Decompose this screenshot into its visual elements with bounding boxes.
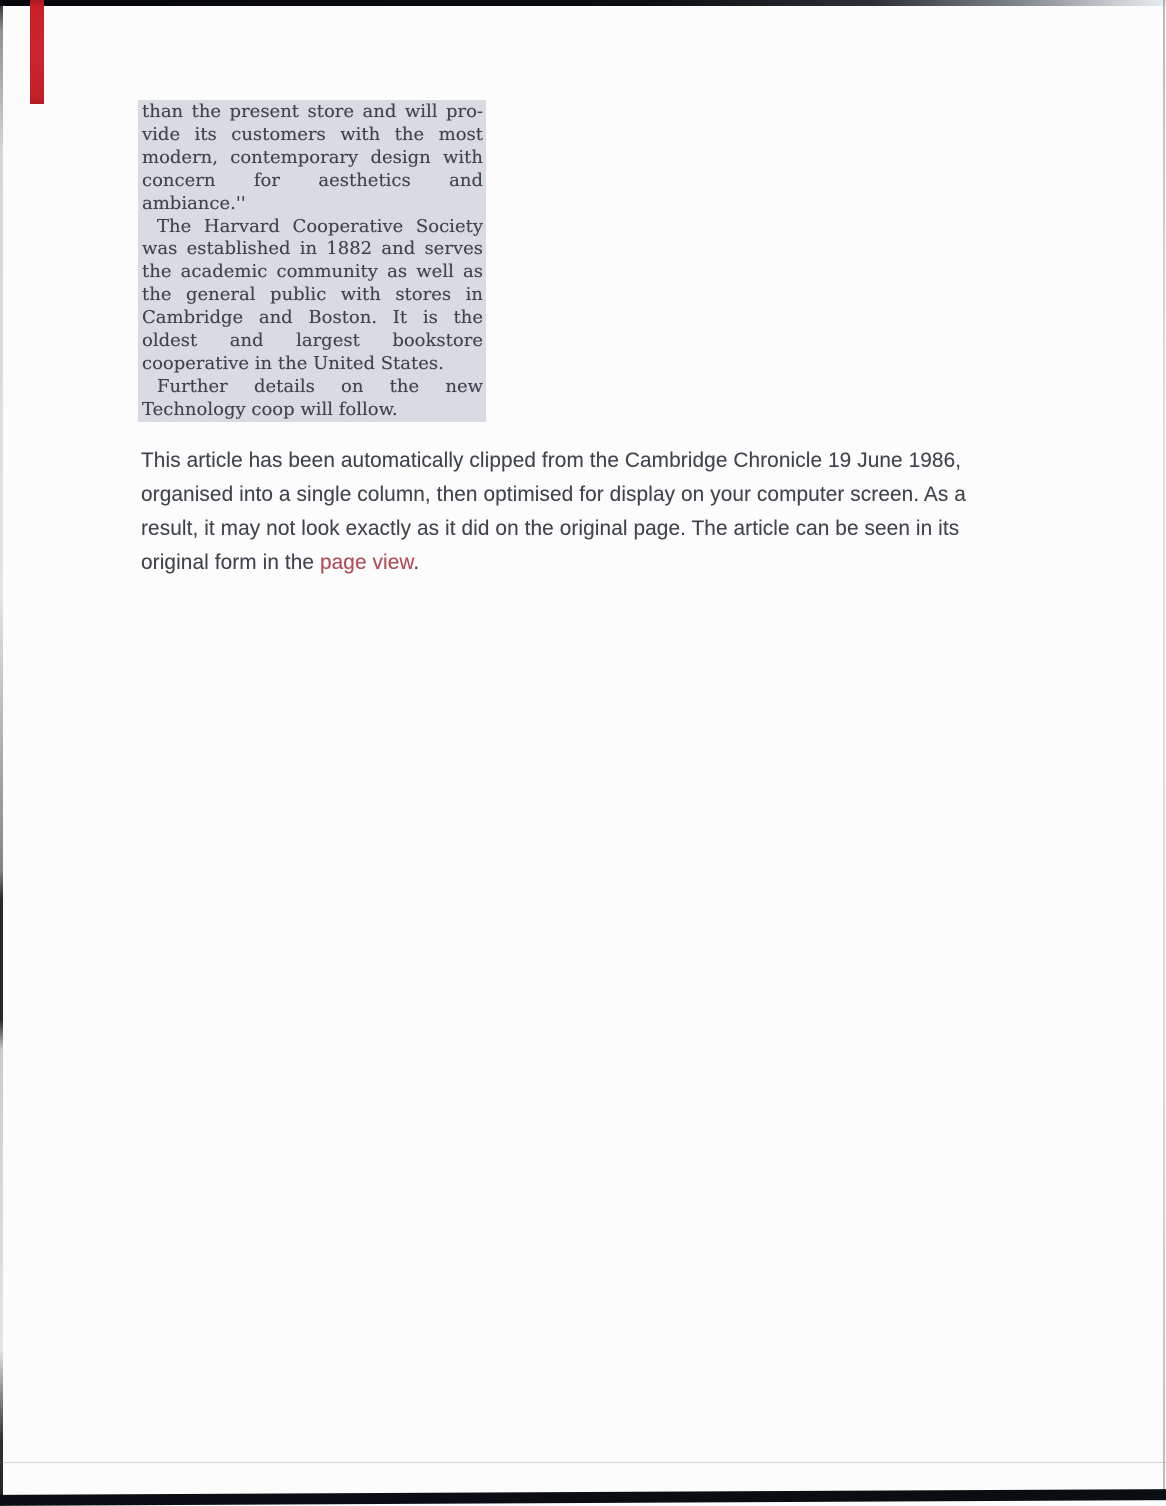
clipping-line: the general public with stores in bbox=[142, 284, 483, 306]
caption-paragraph bbox=[141, 444, 1141, 580]
bottom-scan-edge bbox=[0, 1489, 1166, 1506]
caption-text: . bbox=[413, 551, 420, 574]
clipping-line: The Harvard Cooperative Society bbox=[157, 215, 483, 237]
caption-line: This article has been automatically clipped from the Cambridge Chronicle 19 June 1986, bbox=[141, 449, 962, 472]
page-view-link[interactable]: page view bbox=[319, 551, 414, 574]
clipping-line: oldest and largest bookstore bbox=[142, 330, 483, 352]
clipping-line: concern for aesthetics and bbox=[142, 169, 483, 191]
clipping-line: ambiance.'' bbox=[142, 192, 246, 214]
scan-fold-line bbox=[0, 1462, 1166, 1463]
caption-line: organised into a single column, then optimised for display on your computer screen. As a bbox=[141, 483, 966, 506]
clipping-line: Cambridge and Boston. It is the bbox=[142, 307, 483, 329]
clipping-line: Further details on the new bbox=[157, 375, 483, 397]
clipping-line: was established in 1882 and serves bbox=[142, 238, 483, 260]
caption-text: original form in the bbox=[141, 551, 320, 574]
clipping-line: than the present store and will pro- bbox=[142, 101, 483, 122]
caption-line bbox=[141, 546, 1141, 580]
clipping-line: cooperative in the United States. bbox=[142, 352, 444, 374]
newspaper-clipping bbox=[138, 100, 486, 422]
caption-line: result, it may not look exactly as it did on the original page. The article can be seen in its bbox=[141, 517, 960, 540]
top-scan-edge bbox=[0, 0, 1166, 6]
red-scan-mark bbox=[30, 0, 44, 104]
right-scan-edge bbox=[1163, 0, 1165, 1500]
clipping-line: vide its customers with the most bbox=[142, 123, 483, 145]
left-scan-edge bbox=[0, 0, 3, 1500]
clipping-line: modern, contemporary design with bbox=[142, 146, 483, 168]
clipping-line: the academic community as well as bbox=[142, 261, 483, 283]
clipping-line: Technology coop will follow. bbox=[142, 398, 398, 420]
